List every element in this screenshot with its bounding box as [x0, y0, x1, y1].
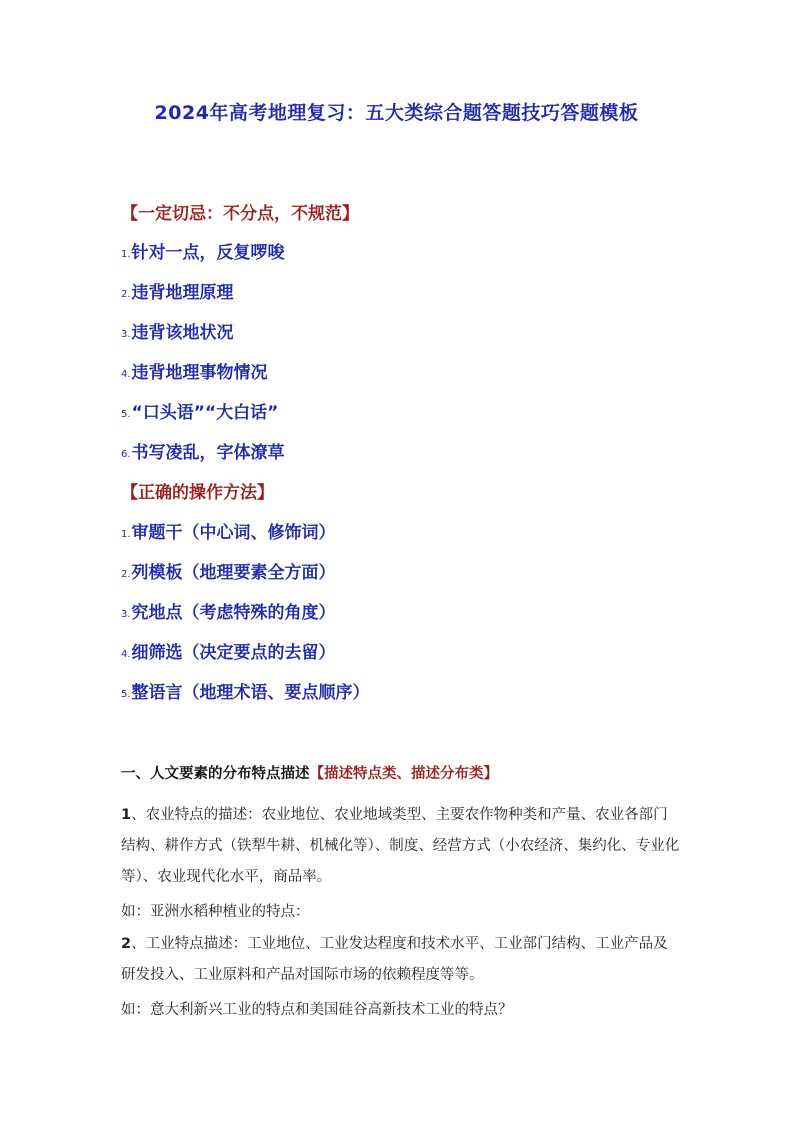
list-item — [121, 678, 370, 703]
paragraph-industry — [121, 929, 681, 991]
list-item — [121, 398, 278, 423]
list-number: 3. — [121, 329, 131, 340]
list-text: 细筛选（决定要点的去留） — [131, 643, 336, 663]
list-number: 6. — [121, 449, 131, 460]
example-line: 如：意大利新兴工业的特点和美国硅谷高新技术工业的特点？ — [121, 1002, 513, 1018]
list-number: 4. — [121, 649, 131, 660]
section-heading-avoid: 【一定切忌：不分点，不规范】 — [121, 204, 359, 224]
paragraph-number: 2 — [121, 936, 132, 952]
list-text: 违背地理原理 — [131, 283, 234, 303]
list-number: 3. — [121, 609, 131, 620]
list-item — [121, 358, 268, 383]
list-item — [121, 638, 336, 663]
list-item — [121, 238, 285, 263]
paragraph-number: 1 — [121, 807, 132, 823]
list-text: 书写凌乱，字体潦草 — [131, 443, 285, 463]
paragraph-agriculture — [121, 800, 681, 893]
paragraph-text: 、工业特点描述：工业地位、工业发达程度和技术水平、工业部门结构、工业产品及研发投入、工业原料和产品对国际市场的依赖程度等等。 — [121, 936, 668, 983]
list-number: 4. — [121, 369, 131, 380]
example-line: 如：亚洲水稻种植业的特点： — [121, 904, 310, 920]
list-number: 2. — [121, 569, 131, 580]
list-text: 整语言（地理术语、要点顺序） — [131, 683, 370, 703]
list-text: 审题干（中心词、修饰词） — [131, 523, 336, 543]
part-heading — [121, 762, 498, 783]
section-heading-method: 【正确的操作方法】 — [121, 483, 274, 503]
list-text: 究地点（考虑特殊的角度） — [131, 603, 336, 623]
list-number: 1. — [121, 529, 131, 540]
part-heading-text: 一、人文要素的分布特点描述 — [121, 766, 310, 782]
part-heading-tag: 【描述特点类、描述分布类】 — [309, 766, 498, 782]
list-item — [121, 518, 336, 543]
list-text: 列模板（地理要素全方面） — [131, 563, 336, 583]
list-text: 违背该地状况 — [131, 323, 234, 343]
list-text: 针对一点，反复啰唆 — [131, 243, 285, 263]
list-item — [121, 598, 336, 623]
list-item — [121, 438, 285, 463]
paragraph-text: 、农业特点的描述：农业地位、农业地域类型、主要农作物种类和产量、农业各部门结构、耕作方式（铁犁牛耕、机械化等）、制度、经营方式（小农经济、集约化、专业化等）、农业现代化水平，商品率。 — [121, 807, 680, 885]
page-title: 2024年高考地理复习：五大类综合题答题技巧答题模板 — [154, 102, 639, 124]
list-number: 5. — [121, 409, 131, 420]
list-item — [121, 558, 336, 583]
list-item — [121, 278, 234, 303]
list-text: “口头语”“大白话” — [131, 403, 279, 423]
list-number: 1. — [121, 249, 131, 260]
list-number: 2. — [121, 289, 131, 300]
list-text: 违背地理事物情况 — [131, 363, 268, 383]
list-item — [121, 318, 234, 343]
list-number: 5. — [121, 689, 131, 700]
